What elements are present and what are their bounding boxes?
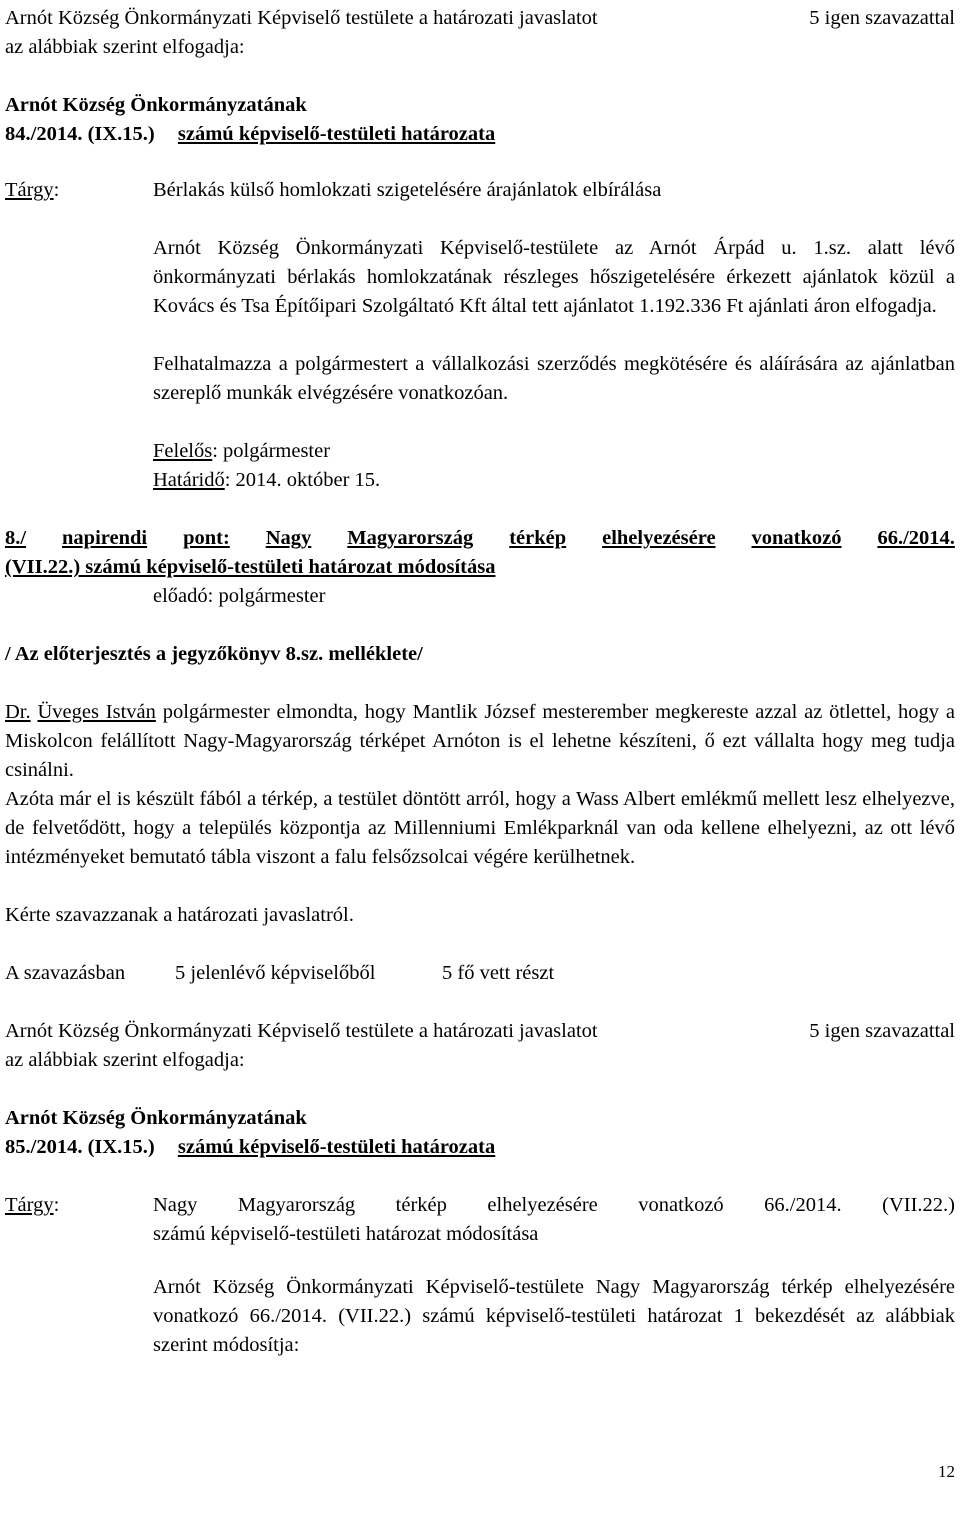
agenda-item-8-heading: 8./ napirendi pont: Nagy Magyarország térkép elhelyezésére vonatkozó 66./2014. xyxy=(5,527,955,549)
vote-statement-1-cont: az alábbiak szerint elfogadja: xyxy=(5,36,245,58)
subject-label: Tárgy xyxy=(5,179,54,201)
document-page xyxy=(5,0,955,1513)
subject-text: Bérlakás külső homlokzati szigetelésére árajánlatok elbírálása xyxy=(153,179,662,201)
resolution-85-subject: Tárgy: xyxy=(5,1194,60,1216)
vote-statement-1 xyxy=(5,4,955,33)
resolution-84-title: Arnót Község Önkormányzatának xyxy=(5,94,307,116)
subject-label: Tárgy xyxy=(5,1194,54,1216)
vote-statement-2-cont: az alábbiak szerint elfogadja: xyxy=(5,1049,245,1071)
deadline: Határidő: 2014. október 15. xyxy=(153,469,381,491)
subject-text-line1: Nagy Magyarország térkép elhelyezésére vonatkozó 66./2014. (VII.22.) xyxy=(153,1194,955,1216)
vote-statement-2 xyxy=(5,1017,955,1046)
resolution-84-body: Arnót Község Önkormányzati Képviselő-testülete az Arnót Árpád u. 1.sz. alatt lévő önkormányzati bérlakás homlokzatának részleges hőszigetelésére érkezett ajánlatok közül a Kovács és Tsa Építőipari Szolgáltató Kft által tett ajánlatot 1.192.336 Ft ajánlati áron elfogadja. xyxy=(153,237,955,317)
vote-text: Arnót Község Önkormányzati Képviselő testülete a határozati javaslatot xyxy=(5,7,598,29)
vote-result: 5 igen szavazattal xyxy=(809,1020,955,1042)
discussion-paragraph-1: Dr. Üveges István polgármester elmondta, hogy Mantlik József mesterember megkereste azzal az ötlettel, hogy a Miskolcon felállított Nagy-Magyarország térképet Arnóton is el lehetne készíteni, ő ezt vállalta hogy meg tudja csinálni. xyxy=(5,701,955,781)
speaker-name: Üveges István xyxy=(37,701,156,723)
resolution-84-number: 84./2014. (IX.15.) számú képviselő-testületi határozata xyxy=(5,123,496,145)
page-number: 12 xyxy=(938,1462,955,1481)
discussion-paragraph-2: Azóta már el is készült fából a térkép, a testület döntött arról, hogy a Wass Albert emlékmű mellett lesz elhelyezve, de felvetődött, hogy a település központja az Millenniumi Emlékparknál van oda kellene elhelyezni, az ott lévő intézményeket bemutató tábla viszont a falu felsőzsolcai végére kerülhetnek. xyxy=(5,788,955,868)
vote-result: 5 igen szavazattal xyxy=(809,7,955,29)
resolution-85-body: Arnót Község Önkormányzati Képviselő-testülete Nagy Magyarország térkép elhelyezésére vonatkozó 66./2014. (VII.22.) számú képviselő-testületi határozat 1 bekezdését az alábbiak szerint módosítja: xyxy=(153,1276,955,1356)
resolution-84-authorization: Felhatalmazza a polgármestert a vállalkozási szerződés megkötésére és aláírására az ajánlatban szereplő munkák elvégzésére vonatkozóan. xyxy=(153,353,955,404)
resolution-85-number: 85./2014. (IX.15.) számú képviselő-testületi határozata xyxy=(5,1136,496,1158)
subject-text-line2: számú képviselő-testületi határozat módosítása xyxy=(153,1223,539,1245)
presenter: előadó: polgármester xyxy=(153,585,326,607)
vote-text: Arnót Község Önkormányzati Képviselő testülete a határozati javaslatot xyxy=(5,1020,598,1042)
discussion-paragraph-3: Kérte szavazzanak a határozati javaslatról. xyxy=(5,904,354,926)
resolution-84-subject: Tárgy: Bérlakás külső homlokzati szigetelésére árajánlatok elbírálása xyxy=(5,176,955,205)
attachment-note: / Az előterjesztés a jegyzőkönyv 8.sz. melléklete/ xyxy=(5,643,423,665)
voting-summary: A szavazásban 5 jelenlévő képviselőből 5 fő vett részt xyxy=(5,962,555,984)
agenda-item-8-line1 xyxy=(5,524,955,553)
resolution-85-title: Arnót Község Önkormányzatának xyxy=(5,1107,307,1129)
agenda-item-8-line2: (VII.22.) számú képviselő-testületi határozat módosítása xyxy=(5,556,496,578)
responsible: Felelős: polgármester xyxy=(153,440,331,462)
